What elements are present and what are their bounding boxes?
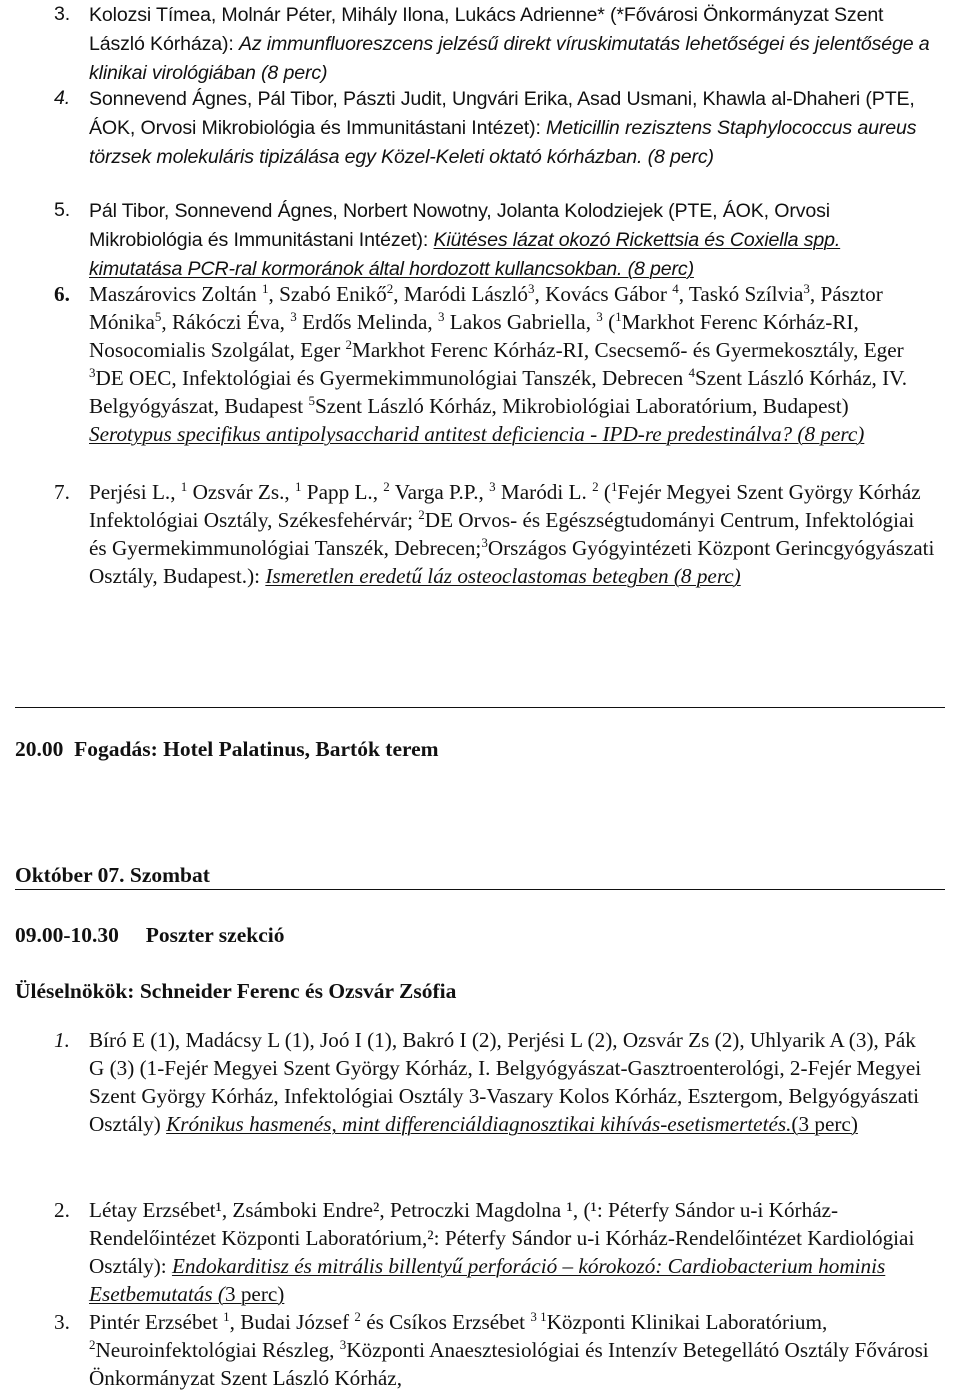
item-number: 3.	[54, 3, 71, 25]
item-number: 4.	[54, 87, 71, 109]
item-title: Kiütéses lázat okozó Rickettsia és Coxiella spp. kimutatása PCR-ral kormoránok által hordozott kullancsokban. (8 perc)	[89, 229, 841, 280]
item-authors: Létay Erzsébet¹, Zsámboki Endre², Petroczki Magdolna ¹, (¹: Péterfy Sándor u-i Kórház-Rendelőintézet Központi Laboratórium,²: Péterfy Sándor u-i Kórház-Rendelőintézet Kardiológiai Osztály):	[89, 1198, 915, 1278]
program-item-4	[0, 84, 935, 171]
session-heading: 09.00-10.30 Poszter szekció	[15, 923, 285, 947]
item-authors: Kolozsi Tímea, Molnár Péter, Mihály Ilona, Lukács Adrienne* (*Fővárosi Önkormányzat Szent László Kórháza):	[89, 4, 884, 55]
poster-item-3	[0, 1308, 935, 1392]
item-authors: Maszárovics Zoltán $^1$, Szabó Enikő$^2$, Maródi László$^3$, Kovács Gábor $^4$, Taskó Szílvia$^3$, Pásztor Mónika$^5$, Rákóczi Éva, $^3$ Erdős Melinda, $^3$ Lakos Gabriella, $^3$ ($^1$Markhot Ferenc Kórház-RI, Nosocomialis Szolgálat, Eger $^2$Markhot Ferenc Kórház-RI, Csecsemő- és Gyermekosztály, Eger $^3$DE OEC, Infektológiai és Gyermekimmunológiai Tanszék, Debrecen $^4$Szent László Kórház, IV. Belgyógyászat, Budapest $^5$Szent László Kórház, Mikrobiológiai Laboratórium, Budapest)	[89, 281, 907, 418]
program-item-7	[0, 478, 935, 590]
item-number: 7.	[54, 480, 70, 504]
program-item-5	[0, 196, 935, 283]
item-title: Ismeretlen eredetű láz osteoclastomas betegben (8 perc)	[265, 564, 741, 588]
section-rule	[15, 707, 945, 708]
day-underline	[15, 889, 945, 890]
item-title: Krónikus hasmenés, mint differenciáldiagnosztikai kihívás-esetismertetés.	[166, 1112, 792, 1136]
item-number: 6.	[54, 282, 70, 306]
item-title: Meticillin rezisztens Staphylococcus aureus törzsek molekuláris tipizálása egy Közel-Keleti oktató kórházban. (8 perc)	[89, 117, 917, 168]
poster-item-2	[0, 1196, 935, 1308]
item-duration: (3 perc)	[791, 1112, 858, 1136]
item-duration: 3 perc)	[224, 1282, 285, 1306]
item-number: 2.	[54, 1198, 70, 1222]
program-item-3	[0, 0, 935, 87]
poster-item-1	[0, 1026, 935, 1138]
item-title: Serotypus specifikus antipolysaccharid antitest deficiencia - IPD-re predestinálva? (8 perc)	[89, 422, 865, 446]
program-item-6	[0, 280, 935, 448]
reception-heading: 20.00 Fogadás: Hotel Palatinus, Bartók terem	[15, 737, 439, 761]
day-heading: Október 07. Szombat	[15, 863, 210, 887]
item-title: Az immunfluoreszcens jelzésű direkt víruskimutatás lehetőségei és jelentősége a klinikai virológiában (8 perc)	[89, 33, 930, 84]
chairs-heading: Üléselnökök: Schneider Ferenc és Ozsvár Zsófia	[15, 979, 457, 1003]
item-number: 1.	[54, 1028, 70, 1052]
item-authors: Pintér Erzsébet $^1$, Budai József $^2$ és Csíkos Erzsébet $^{3 1}$Központi Klinikai Laboratórium, $^2$Neuroinfektológiai Részleg, $^3$Központi Anaesztesiológiai és Intenzív Betegellátó Osztály Fővárosi Önkormányzat Szent László Kórház,	[89, 1309, 929, 1390]
item-title: Endokarditisz és mitrális billentyű perforáció – kórokozó: Cardiobacterium hominis Esetbemutatás (	[89, 1254, 886, 1306]
item-authors: Pál Tibor, Sonnevend Ágnes, Norbert Nowotny, Jolanta Kolodziejek (PTE, ÁOK, Orvosi Mikrobiológia és Immunitástani Intézet):	[89, 200, 830, 251]
item-authors: Sonnevend Ágnes, Pál Tibor, Pászti Judit, Ungvári Erika, Asad Usmani, Khawla al-Dhaheri (PTE, ÁOK, Orvosi Mikrobiológia és Immunitástani Intézet):	[89, 88, 915, 139]
item-authors: Bíró E (1), Madácsy L (1), Joó I (1), Bakró I (2), Perjési L (2), Ozsvár Zs (2), Uhlyarik A (3), Pák G (3) (1-Fejér Megyei Szent György Kórház, I. Belgyógyászat-Gasztroenterológi, 2-Fejér Megyei Szent György Kórház, Infektológiai Osztály 3-Vaszary Kolos Kórház, Esztergom, Belgyógyászati Osztály)	[89, 1028, 922, 1136]
item-number: 3.	[54, 1310, 70, 1334]
item-number: 5.	[54, 199, 71, 221]
item-authors: Perjési L., $^1$ Ozsvár Zs., $^1$ Papp L., $^2$ Varga P.P., $^3$ Maródi L. $^2$ ($^1$Fejér Megyei Szent György Kórház Infektológiai Osztály, Székesfehérvár; $^2$DE Orvos- és Egészségtudományi Centrum, Infektológiai és Gyermekimmunológiai Tanszék, Debrecen;$^3$Országos Gyógyintézeti Központ Gerincgyógyászati Osztály, Budapest.):	[89, 479, 935, 588]
